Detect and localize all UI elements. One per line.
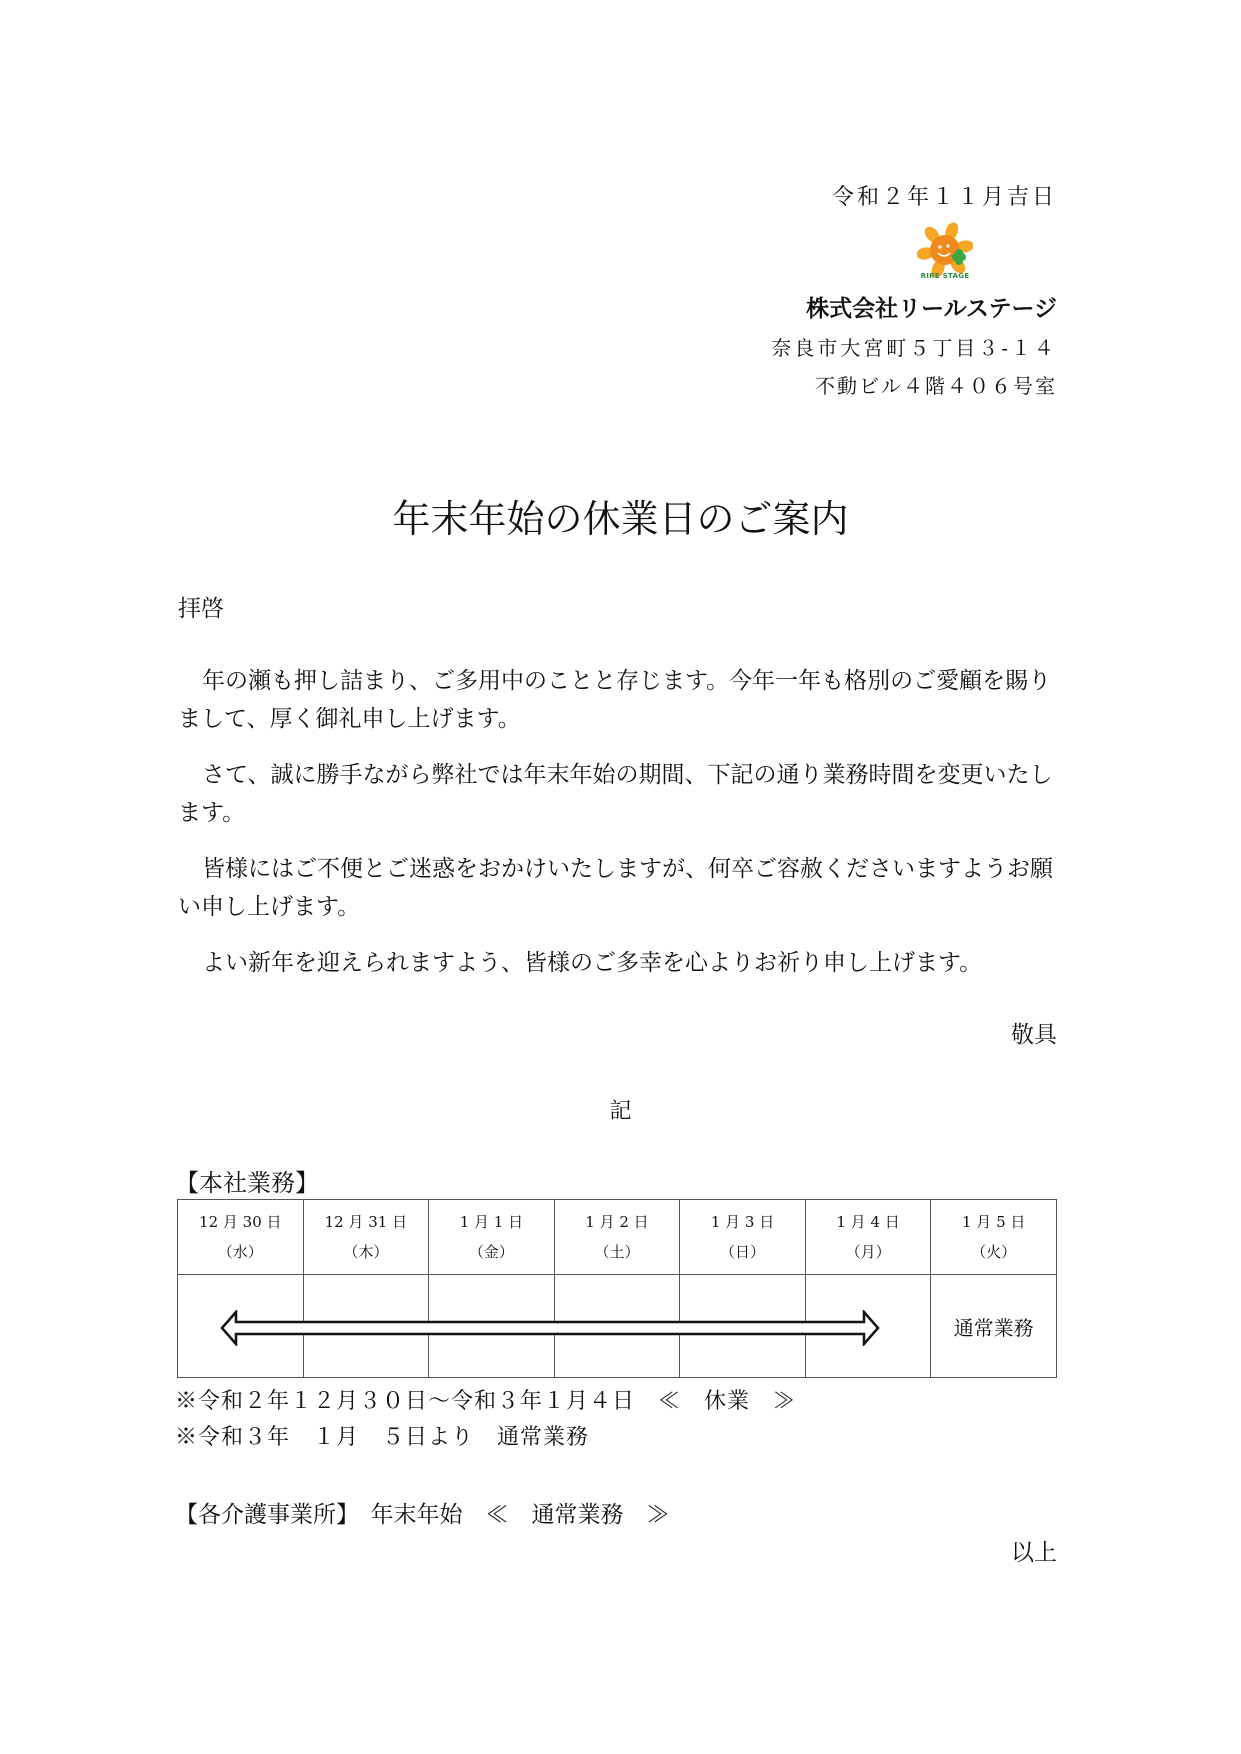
salutation: 拝啓 <box>178 596 224 622</box>
cell-date: 1 月 2 日 <box>585 1213 649 1231</box>
table-header-cell <box>805 1200 931 1275</box>
cell-weekday: （日） <box>720 1243 766 1261</box>
company-name: 株式会社リールステージ <box>806 296 1057 322</box>
table-header-cell <box>303 1200 429 1275</box>
cell-weekday: （木） <box>343 1243 389 1261</box>
care-offices-section: 【各介護事業所】 年末年始 ≪ 通常業務 ≫ <box>175 1502 670 1528</box>
table-header-cell <box>429 1200 555 1275</box>
cell-weekday: （土） <box>594 1243 640 1261</box>
cell-date: 1 月 4 日 <box>836 1213 900 1231</box>
closing-word: 敬具 <box>1011 1022 1057 1048</box>
document-title: 年末年始の休業日のご案内 <box>392 497 849 541</box>
closure-note: ※令和２年１２月３０日～令和３年１月４日 ≪ 休業 ≫ <box>175 1389 797 1414</box>
company-logo-icon <box>917 222 973 278</box>
cell-date: 1 月 3 日 <box>710 1213 775 1231</box>
ki-heading: 記 <box>609 1099 632 1124</box>
cell-date: 1 月 5 日 <box>961 1213 1026 1231</box>
cell-weekday: （水） <box>217 1243 263 1261</box>
cell-date: 12 月 31 日 <box>324 1213 408 1231</box>
double-arrow-icon <box>220 1310 880 1346</box>
paragraph-3: 皆様にはご不便とご迷惑をおかけいたしますが、何卒ご容赦くださいますようお願い申し上げます。 <box>178 856 1053 920</box>
paragraph-4: よい新年を迎えられますよう、皆様のご多幸を心よりお祈り申し上げます。 <box>202 950 983 976</box>
resume-note: ※令和３年 １月 ５日より 通常業務 <box>175 1425 590 1450</box>
cell-date: 1 月 1 日 <box>459 1213 524 1231</box>
address-line-1: 奈良市大宮町５丁目３-１４ <box>771 336 1057 360</box>
table-header-cell <box>554 1200 680 1275</box>
document-date: 令和２年１１月吉日 <box>831 185 1057 210</box>
table-header-cell <box>680 1200 806 1275</box>
paragraph-1: 年の瀬も押し詰まり、ご多用中のことと存じます。今年一年も格別のご愛顧を賜りまして、厚く御礼申し上げます。 <box>178 668 1052 732</box>
table-header-cell <box>931 1200 1057 1275</box>
address-line-2: 不動ビル４階４０６号室 <box>815 374 1057 398</box>
cell-date: 12 月 30 日 <box>199 1213 282 1231</box>
cell-weekday: （火） <box>971 1243 1017 1261</box>
table-header-row <box>178 1200 1057 1275</box>
logo-text: RIRE STAGE <box>920 272 970 280</box>
paragraph-2: さて、誠に勝手ながら弊社では年末年始の期間、下記の通り業務時間を変更いたします。 <box>178 762 1053 826</box>
holiday-schedule-table <box>177 1199 1057 1378</box>
table-header-cell <box>178 1200 304 1275</box>
normal-business-cell: 通常業務 <box>931 1275 1057 1378</box>
cell-weekday: （月） <box>845 1243 891 1261</box>
headquarters-section-label: 【本社業務】 <box>175 1169 319 1197</box>
end-mark: 以上 <box>1011 1540 1057 1566</box>
cell-weekday: （金） <box>468 1243 514 1261</box>
